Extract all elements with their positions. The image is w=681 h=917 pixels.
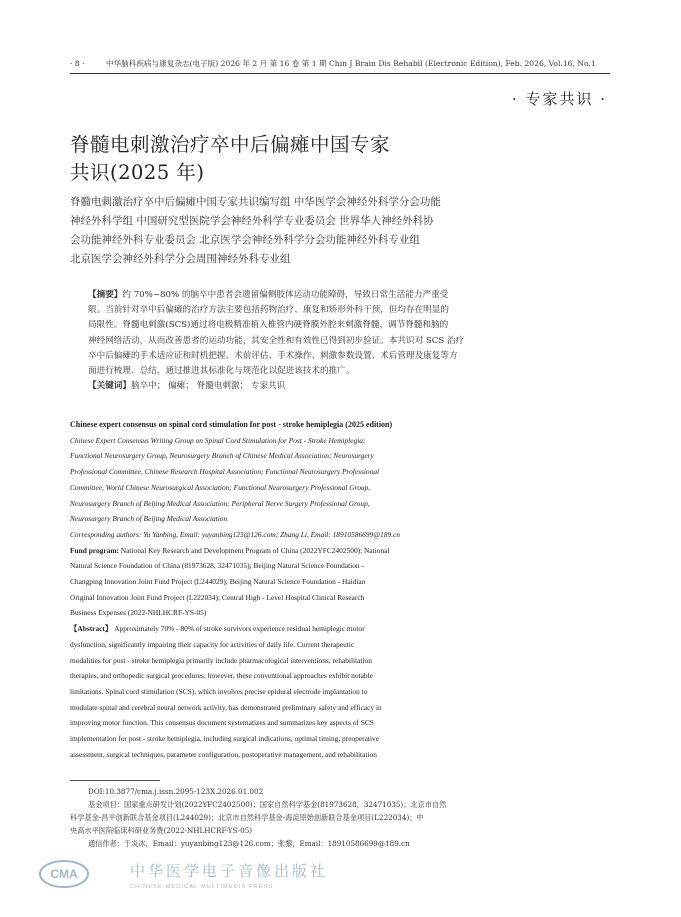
english-author-line: Functional Neurosurgery Group, Neurosurgery Branch of Chinese Medical Association; Neurosurgery <box>70 451 374 461</box>
footnote-rule <box>70 780 160 781</box>
section-label: · 专家共识 · <box>511 90 607 108</box>
publisher-logo-text: CMA <box>50 867 78 881</box>
english-abstract-line: Approximately 70% - 80% of stroke survivors experience residual hemiplegic motor <box>114 624 365 634</box>
english-title: Chinese expert consensus on spinal cord stimulation for post - stroke hemiplegia (2025 edition) <box>70 420 393 429</box>
abstract-cn-line: 约 70%~80% 的脑卒中患者会遗留偏侧肢体运动功能障碍，导致日常生活能力严重受 <box>122 290 449 300</box>
english-abstract-line: improving motor function. This consensus document systematizes and summarizes key aspects of SCS <box>70 718 374 728</box>
english-author-line: Neurosurgery Branch of Beijing Medical Association; Peripheral Nerve Surgery Professional Group, <box>70 498 370 508</box>
english-abstract-line: modulate spinal and cerebral neural network activity, has demonstrated preliminary safety and efficacy in <box>70 702 382 712</box>
running-head <box>70 58 610 69</box>
english-abstract-block <box>70 417 610 762</box>
fund-line: Original Innovation Joint Fund Project (L222034); Central High - Level Hospital Clinical Research <box>70 592 365 602</box>
author-line: 北京医学会神经外科学分会周围神经外科专业组 <box>70 253 291 265</box>
abstract-cn-line: 卒中后偏瘫的手术适应证和时机把握、术前评估、手术操作、刺激参数设置、术后管理及康复等方 <box>88 350 458 361</box>
fund-note-line: 基金项目：国家重点研发计划(2022YFC2402500)；国家自然科学基金(81973628，32471035)；北京市自然 <box>88 800 447 809</box>
title-line: 脊髓电刺激治疗卒中后偏瘫中国专家 <box>70 133 391 156</box>
english-author-line: Committee, World Chinese Neurosurgical Association; Functional Neurosurgery Professional Group, <box>70 482 371 492</box>
author-line: 会功能神经外科专业委员会 北京医学会神经外科学分会功能神经外科专业组 <box>70 234 420 246</box>
abstract-cn-line: 面进行梳理、总结，通过推进其标准化与规范化以促进该技术的推广。 <box>88 366 355 377</box>
article-title <box>70 131 490 187</box>
fund-note-line: 科学基金-昌平创新联合基金项目(L244029)；北京市自然科学基金-海淀原始创新联合基金项目(L222034)；中 <box>70 813 424 822</box>
abstract-cn-line: 限。当前针对卒中后偏瘫的治疗方法主要包括药物治疗、康复和矫形外科干预，但均存在明显的 <box>88 305 449 316</box>
corresponding-authors: Corresponding authors: Yu Yanbing, Email: yuyanbing123@126.com; Zhang Li, Email: 18910586699@189.cn <box>70 529 400 539</box>
fund-program-label: Fund program: <box>70 545 119 555</box>
english-abstract-line: limitations. Spinal cord stimulation (SCS), which involves precise epidural electrode implantation to <box>70 686 368 696</box>
fund-line: National Key Research and Development Program of China (2022YFC2402500); National <box>120 545 390 555</box>
fund-note-line: 央高水平医院临床科研业务费(2022-NHLHCRF-YS-05) <box>70 826 253 835</box>
authors-cn <box>70 193 500 269</box>
english-author-line: Professional Committee, Chinese Research Hospital Association; Functional Neurosurgery Professional <box>70 467 380 477</box>
fund-line: Changping Innovation Joint Fund Project (L244029); Beijing Natural Science Foundation - Haidian <box>70 577 366 587</box>
fund-line: Business Expenses (2022-NHLHCRF-YS-05) <box>70 608 207 618</box>
title-line: 共识(2025 年) <box>70 161 205 184</box>
english-abstract-label: 【Abstract】 <box>70 624 113 634</box>
abstract-cn-line: 局限性。脊髓电刺激(SCS)通过将电极精准植入椎管内硬脊膜外腔来刺激脊髓，调节脊髓和脑的 <box>88 320 449 331</box>
doi: DOI:10.3877/cma.j.issn.2095-123X.2026.01.002 <box>88 787 264 796</box>
page-number: · 8 · <box>70 59 85 68</box>
abstract-cn <box>88 288 498 394</box>
header-rule <box>70 73 610 74</box>
abstract-cn-label: 【摘要】 <box>88 290 123 300</box>
contact-note: 通信作者：于炎冰，Email：yuyanbing123@126.com；张黎，Email：18910586699@189.cn <box>88 839 410 848</box>
publisher-name-en: CHINESE MEDICAL MULTIMEDIA PRESS <box>130 884 274 890</box>
author-line: 脊髓电刺激治疗卒中后偏瘫中国专家共识编写组 中华医学会神经外科学分会功能 <box>70 196 441 208</box>
author-line: 神经外科学组 中国研究型医院学会神经外科学专业委员会 世界华人神经外科协 <box>70 215 434 227</box>
publisher-watermark <box>38 857 338 891</box>
english-abstract-line: implementation for post - stroke hemiplegia, including surgical indications, optimal timing, preoperative <box>70 734 379 744</box>
english-abstract-line: assessment, surgical techniques, parameter configuration, postoperative management, and rehabilitation <box>70 749 377 759</box>
english-author-line: Chinese Expert Consensus Writing Group on Spinal Cord Stimulation for Post - Stroke Hemiplegia; <box>70 435 366 445</box>
english-abstract-line: therapies, and orthopedic surgical procedures; however, these conventional approaches exhibit notable <box>70 671 373 681</box>
abstract-cn-line: 神经网络活动，从而改善患者的运动功能，其安全性和有效性已得到初步验证。本共识对 SCS 治疗 <box>88 335 465 346</box>
journal-citation: 中华脑科疾病与康复杂志(电子版) 2026 年 2 月 第 16 卷 第 1 期 Chin J Brain Dis Rehabil (Electronic Edition), Feb. 2026, Vol.16, No.1 <box>106 59 596 68</box>
english-abstract-line: dysfunction, significantly impairing their capacity for activities of daily life. Current therapeutic <box>70 639 355 649</box>
english-abstract-line: modalities for post - stroke hemiplegia primarily include pharmacological interventions, rehabilitation <box>70 655 372 665</box>
fund-line: Natural Science Foundation of China (81973628, 32471035); Beijing Natural Science Foundation - <box>70 561 364 571</box>
english-author-line: Neurosurgery Branch of Beijing Medical Association <box>70 514 228 524</box>
keywords-cn: 脑卒中； 偏瘫； 脊髓电刺激； 专家共识 <box>130 381 286 392</box>
publisher-name-cn: 中华医学电子音像出版社 <box>130 862 329 880</box>
footnotes <box>70 785 490 850</box>
keywords-cn-label: 【关键词】 <box>88 381 131 392</box>
